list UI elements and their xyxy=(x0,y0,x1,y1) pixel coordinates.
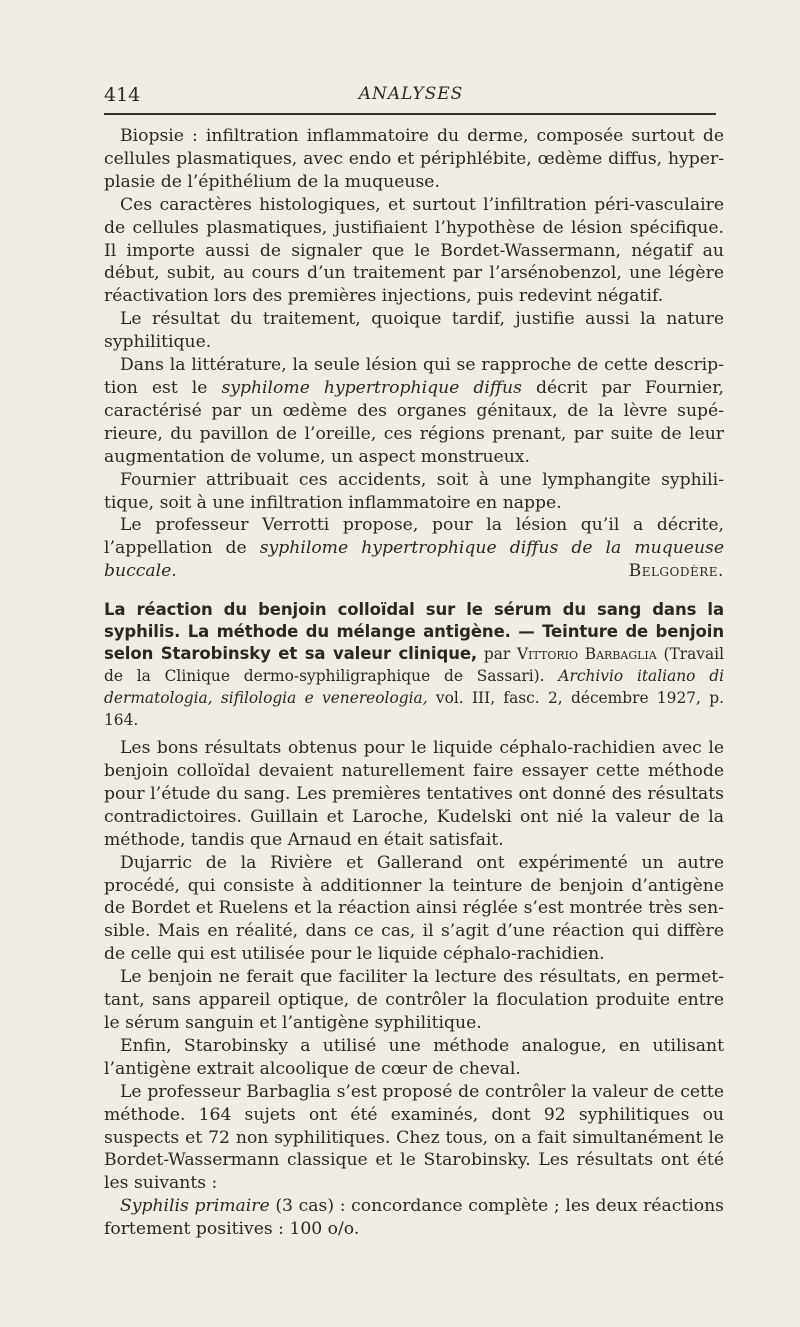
article-title: La réaction du benjoin colloïdal sur le sérum du sang dans la syphilis. La méthode du mélange antigène. — Teinture de benjoin selon Starobinsky et sa valeur clinique, xyxy=(104,600,724,664)
text-segment: Dans la littérature, la seule lésion qui se rapproche de cette description est le xyxy=(104,355,724,398)
text-segment: (3 cas) : concordance complète ; les deux réactions fortement positives : 100 o/o. xyxy=(104,1196,724,1240)
paragraph-resultat: Le résultat du traitement, quoique tardif, justifie aussi la nature syphilitique. xyxy=(104,309,724,353)
paragraph-enfin: Enfin, Starobinsky a utilisé une méthode analogue, en utilisant l’antigène extrait alcoolique de cœur de cheval. xyxy=(104,1035,724,1079)
article-author: Vittorio Barbaglia xyxy=(517,645,657,664)
text-segment: Le professeur Verrotti propose, pour la lésion qu’il a décrite, l’appellation de xyxy=(104,515,724,559)
running-title: ANALYSES xyxy=(358,84,464,104)
page-header xyxy=(104,84,718,110)
paragraph-caracteres: Ces caractères histologiques, et surtout l’infiltration péri-vasculaire de cellules plasmatiques, justifiaient l’hypothèse de lésion spécifique. Il importe aussi de signaler que le Bordet-Wassermann, négatif au début, subit, au cours d’un traitement par l’arsénobenzol, une légère réactivation lors des premières injections, puis redevint négatif. xyxy=(104,194,724,307)
journal-name: Archivio italiano di dermatologia, sifilologia e venereologia, xyxy=(104,667,724,708)
reviewer-signature: Belgodère. xyxy=(628,561,724,582)
paragraph-syphilis-primaire xyxy=(104,1195,724,1241)
body-text xyxy=(104,125,724,1241)
paragraph-verrotti xyxy=(104,514,724,583)
text-segment: vol. III, fasc. 2, décembre 1927, p. 164. xyxy=(104,689,724,730)
paragraph-biopsie: Biopsie : infiltration inflammatoire du derme, composée surtout de cellules plasmatiques, avec endo et périphlébite, œdème diffus, hyperplasie de l’épithélium de la muqueuse. xyxy=(104,126,724,192)
paragraph-litterature xyxy=(104,354,724,469)
text-segment: décrit par Fournier, caractérisé par un œdème des organes génitaux, de la lèvre supérieure, du pavillon de l’oreille, ces régions prenant, par suite de leur augmentation de volume, un aspect monstrueux. xyxy=(104,377,725,467)
paragraph-fournier: Fournier attribuait ces accidents, soit à une lymphangite syphilitique, soit à une infiltration inflammatoire en nappe. xyxy=(104,469,724,513)
paragraph-dujarric: Dujarric de la Rivière et Gallerand ont expérimenté un autre procédé, qui consiste à additionner la teinture de benjoin d’antigène de Bordet et Ruelens et la réaction ainsi réglée s’est montrée très sensible. Mais en réalité, dans ce cas, il s’agit d’une réaction qui diffère de celle qui est utilisée pour le liquide céphalo-rachidien. xyxy=(104,852,724,965)
page-number: 414 xyxy=(104,84,141,106)
italic-term: syphilome hypertrophique diffus de la muqueuse buccale. xyxy=(104,538,725,582)
paragraph-benjoin: Le benjoin ne ferait que faciliter la lecture des résultats, en permettant, sans appareil optique, de contrôler la floculation produite entre le sérum sanguin et l’antigène syphilitique. xyxy=(104,967,724,1033)
article-heading xyxy=(104,599,724,731)
italic-term: Syphilis primaire xyxy=(120,1196,270,1217)
italic-term: syphilome hypertrophique diffus xyxy=(221,377,522,398)
header-rule xyxy=(104,113,716,115)
text-segment: (Travail de la Clinique dermo-syphiligraphique de Sassari). xyxy=(104,645,724,686)
text-segment: par xyxy=(477,645,518,664)
paragraph-barbaglia: Le professeur Barbaglia s’est proposé de contrôler la valeur de cette méthode. 164 sujets ont été examinés, dont 92 syphilitiques ou suspects et 72 non syphilitiques. Chez tous, on a fait simultanément le Bordet-Wassermann classique et le Starobinsky. Les résultats ont été les suivants : xyxy=(104,1081,724,1194)
paragraph-bons-resultats: Les bons résultats obtenus pour le liquide céphalo-rachidien avec le benjoin colloïdal devaient naturellement faire essayer cette méthode pour l’étude du sang. Les premières tentatives ont donné des résultats contradictoires. Guillain et Laroche, Kudelski ont nié la valeur de la méthode, tandis que Arnaud en était satisfait. xyxy=(104,738,724,850)
